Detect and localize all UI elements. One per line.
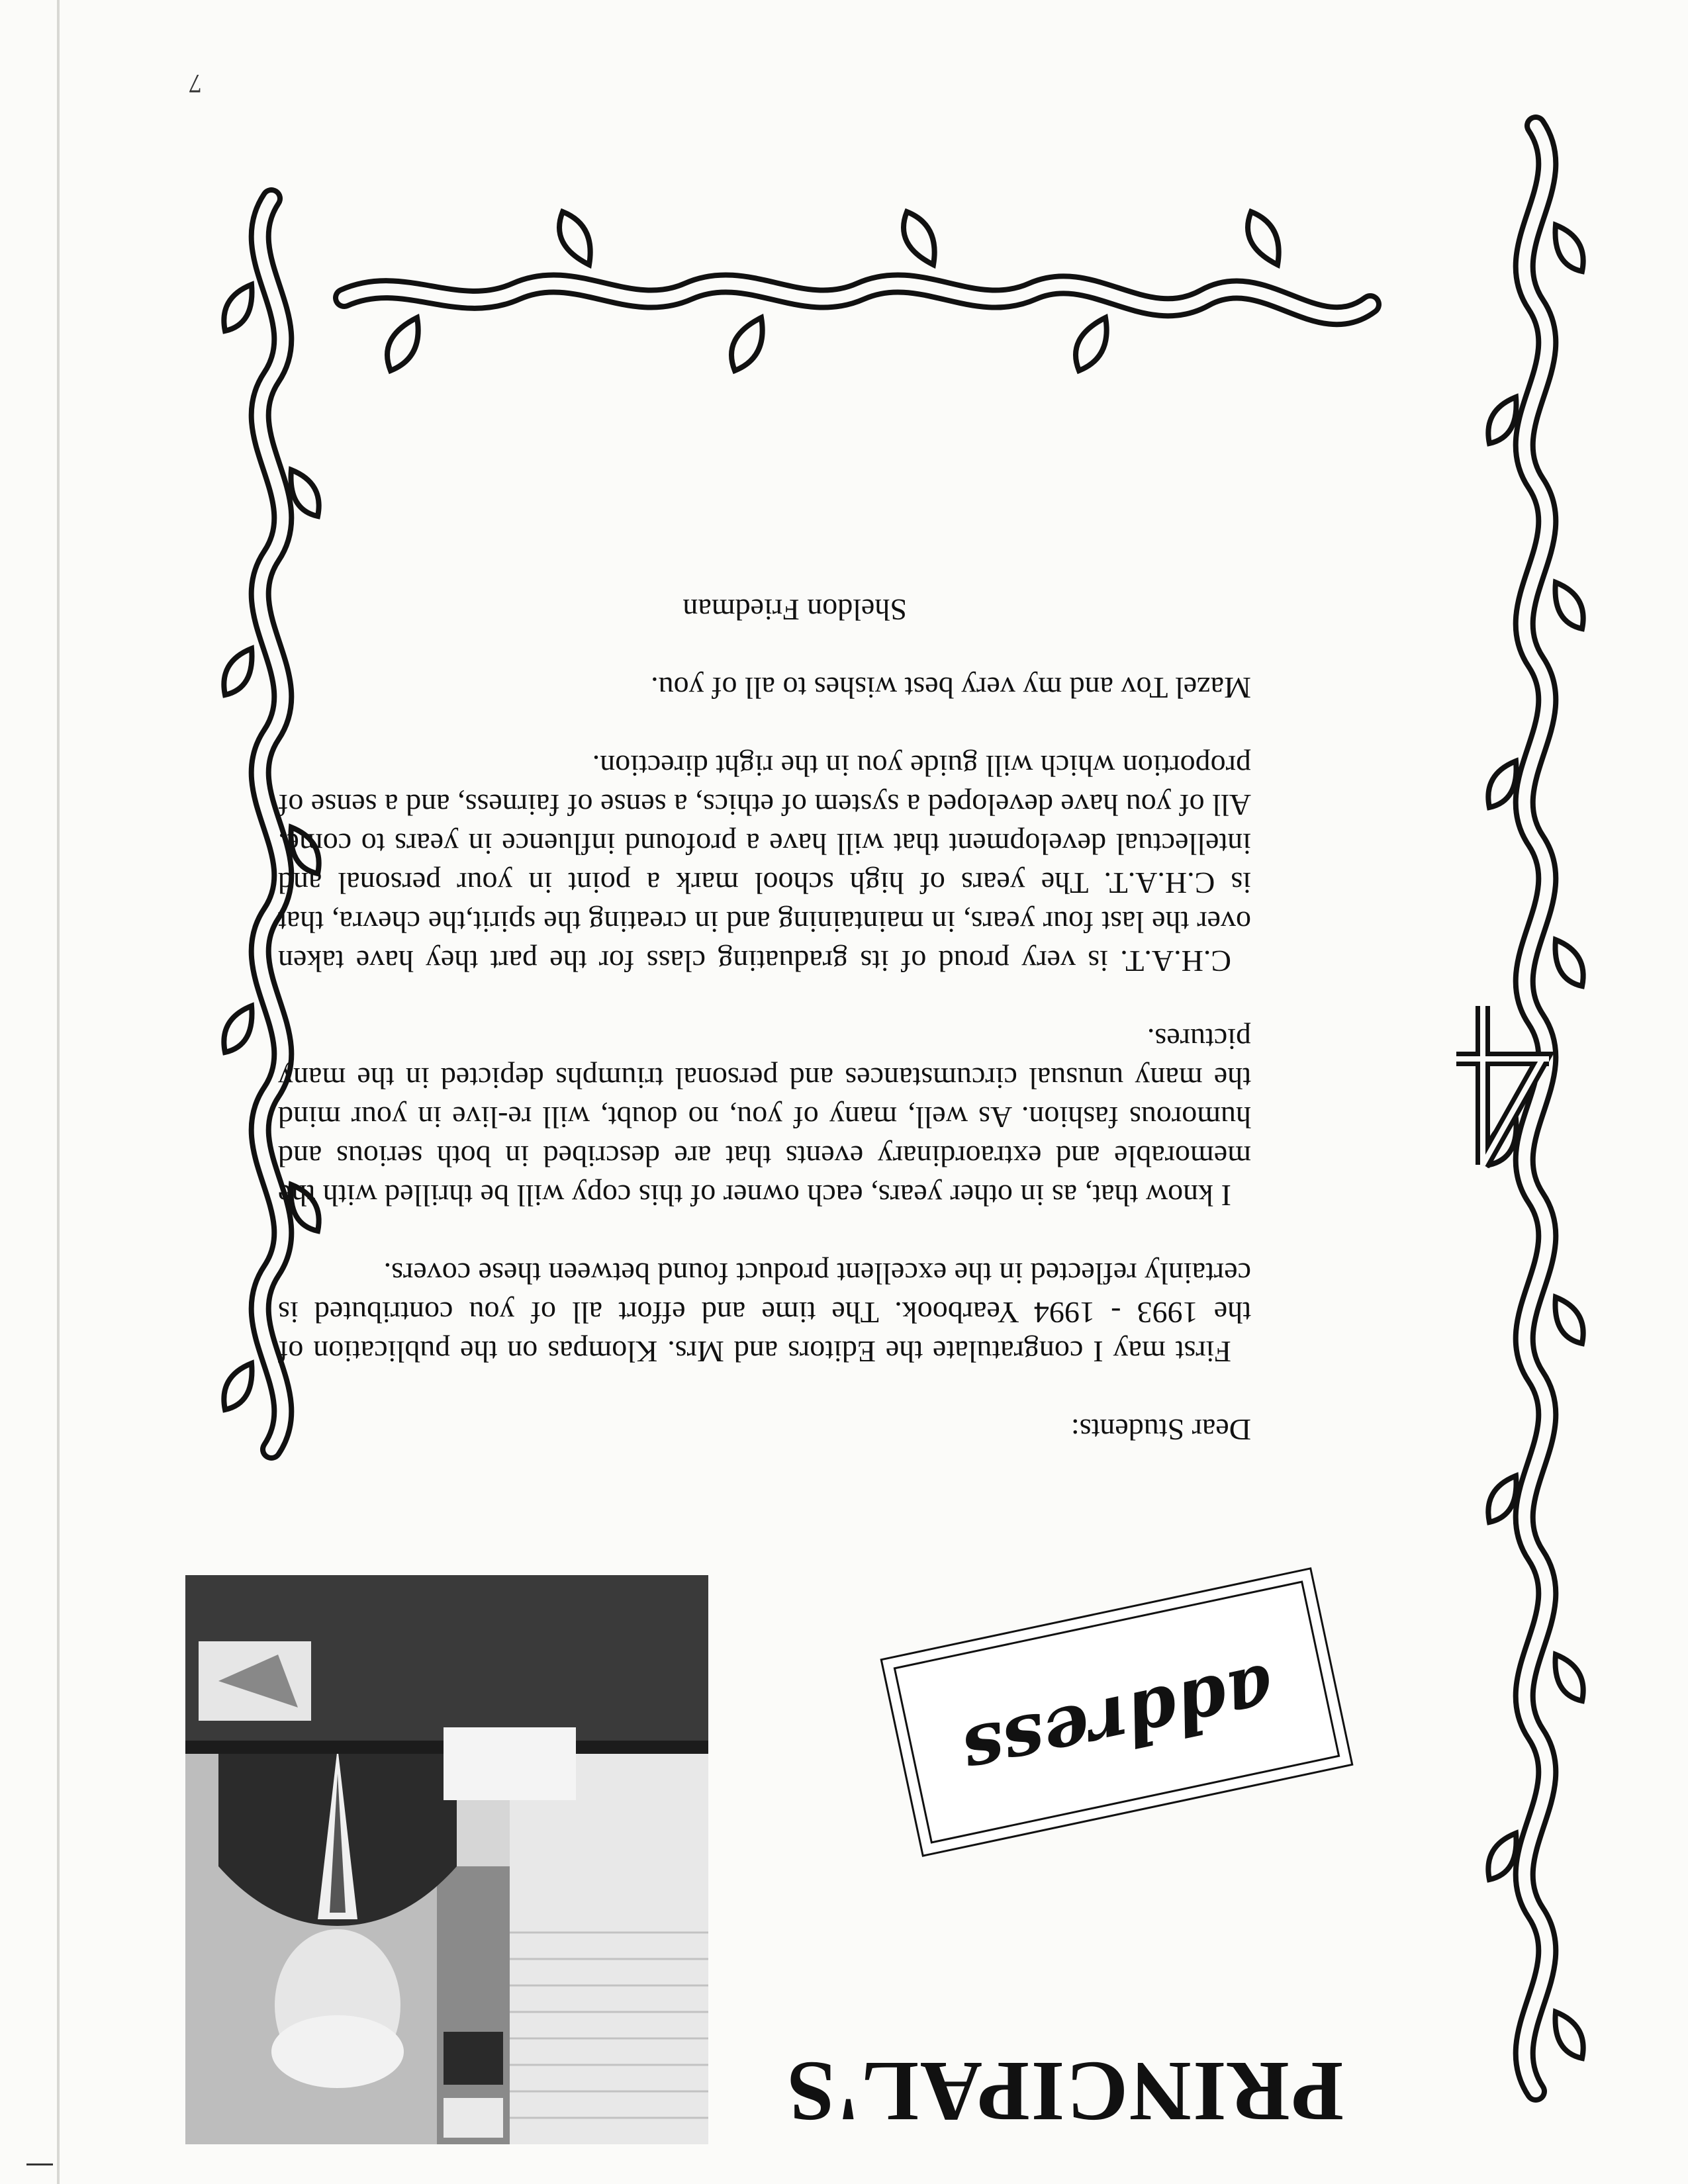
photo-illustration (185, 1575, 708, 2144)
letter-paragraph-3: C.H.A.T. is very proud of its graduating class for the part they have taken over the last four years, in maintaining and in creating the spirit,the chevra, that is C.H.A.T. The years of high school mark a point in your personal and intellectual development that will have a profound influence in years to come. All of you have developed a system of ethics, a sense of fairness, and a sense of proportion which will guide you in the right direction. (278, 749, 1251, 978)
salutation: Dear Students: (1070, 1413, 1251, 1447)
page-title: PRINCIPAL'S (785, 2044, 1344, 2139)
page-number: 7 (189, 69, 202, 99)
subtitle-script: address (955, 1647, 1282, 1797)
principal-letter (278, 551, 1251, 1449)
closing-line: Mazel Tov and my very best wishes to all of you. (651, 671, 1251, 705)
letter-paragraph-1: First may I congratulate the Editors and Mrs. Klompas on the publication of the 1993 - 1994 Yearbook. The time and effort all of you contributed is certainly reflected in the excellent product found between these covers. (278, 1257, 1251, 1369)
section-number-graphic (1443, 999, 1562, 1171)
letter-paragraph-2: I know that, as in other years, each owner of this copy will be thrilled with the memorable and extraordinary events that are described in both serious and humorous fashion. As well, many of you, no doubt, will re-live in your mind the many unusual circumstances and personal triumphs depicted in the many pictures. (278, 1023, 1251, 1212)
signature: Sheldon Friedman (682, 593, 907, 627)
principal-photo (185, 1575, 708, 2144)
